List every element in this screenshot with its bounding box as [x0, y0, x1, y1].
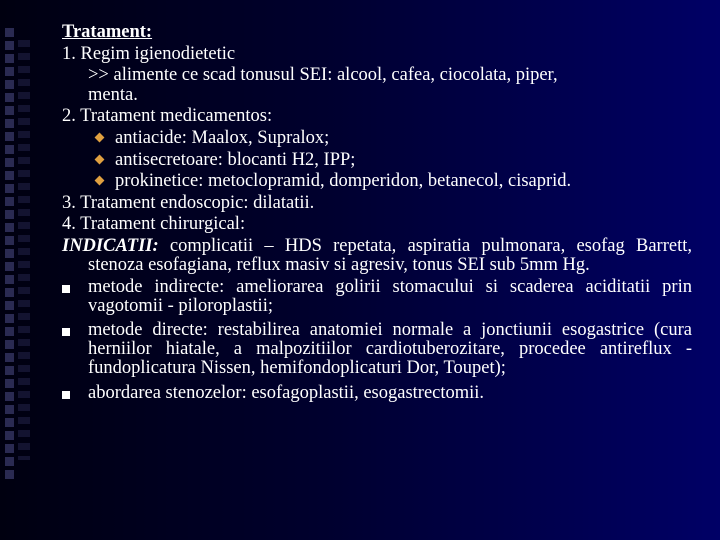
drug-list-item-text: prokinetice: metoclopramid, domperidon, betanecol, cisaprid. [115, 171, 572, 192]
item-2-label: 2. Tratament medicamentos: [62, 106, 273, 127]
method-item-text: metode indirecte: ameliorarea golirii stomacului si scaderea aciditatii prin vagotomii - piloroplastii; [88, 276, 692, 316]
item-4-label: 4. Tratament chirurgical: [62, 214, 246, 235]
decorative-square-column-secondary [18, 40, 30, 460]
item-1-sub-line-1: >> alimente ce scad tonusul SEI: alcool, cafea, ciocolata, piper, [88, 65, 558, 86]
drug-list-item-text: antisecretoare: blocanti H2, IPP; [115, 149, 356, 170]
slide-title: Tratament: [62, 22, 153, 42]
method-item [62, 321, 692, 378]
indications-paragraph [62, 236, 692, 275]
diamond-bullet-icon [95, 176, 105, 186]
decorative-square-column [2, 28, 18, 480]
item-3-label: 3. Tratament endoscopic: dilatatii. [62, 192, 315, 213]
item-1-label: 1. Regim igienodietetic [62, 43, 236, 64]
square-bullet-icon [62, 391, 70, 399]
drug-list-item [62, 171, 692, 193]
drug-list-item [62, 150, 692, 172]
method-item-text: abordarea stenozelor: esofagoplastii, esogastrectomii. [88, 382, 485, 403]
item-1-sub-line-2: menta. [88, 84, 138, 105]
indications-label: INDICATII: [62, 235, 159, 256]
indications-text: complicatii – HDS repetata, aspiratia pulmonara, esofag Barrett, stenoza esofagiana, reflux masiv si agresiv, tonus SEI sub 5mm Hg. [88, 235, 692, 275]
slide-content [62, 22, 692, 403]
square-bullet-icon [62, 285, 70, 293]
diamond-bullet-icon [95, 154, 105, 164]
drug-list-item-text: antiacide: Maalox, Supralox; [115, 127, 330, 148]
method-item [62, 278, 692, 316]
diamond-bullet-icon [95, 133, 105, 143]
method-item-text: metode directe: restabilirea anatomiei normale a jonctiunii esogastrice (cura herniilor hiatale, a malpozitiilor cardiotuberozitare, procedee antireflux - fundoplicatura Nissen, hemifondoplicaturi Dor, Toupet); [88, 319, 692, 378]
square-bullet-icon [62, 328, 70, 336]
method-item [62, 384, 692, 403]
drug-list-item [62, 128, 692, 150]
